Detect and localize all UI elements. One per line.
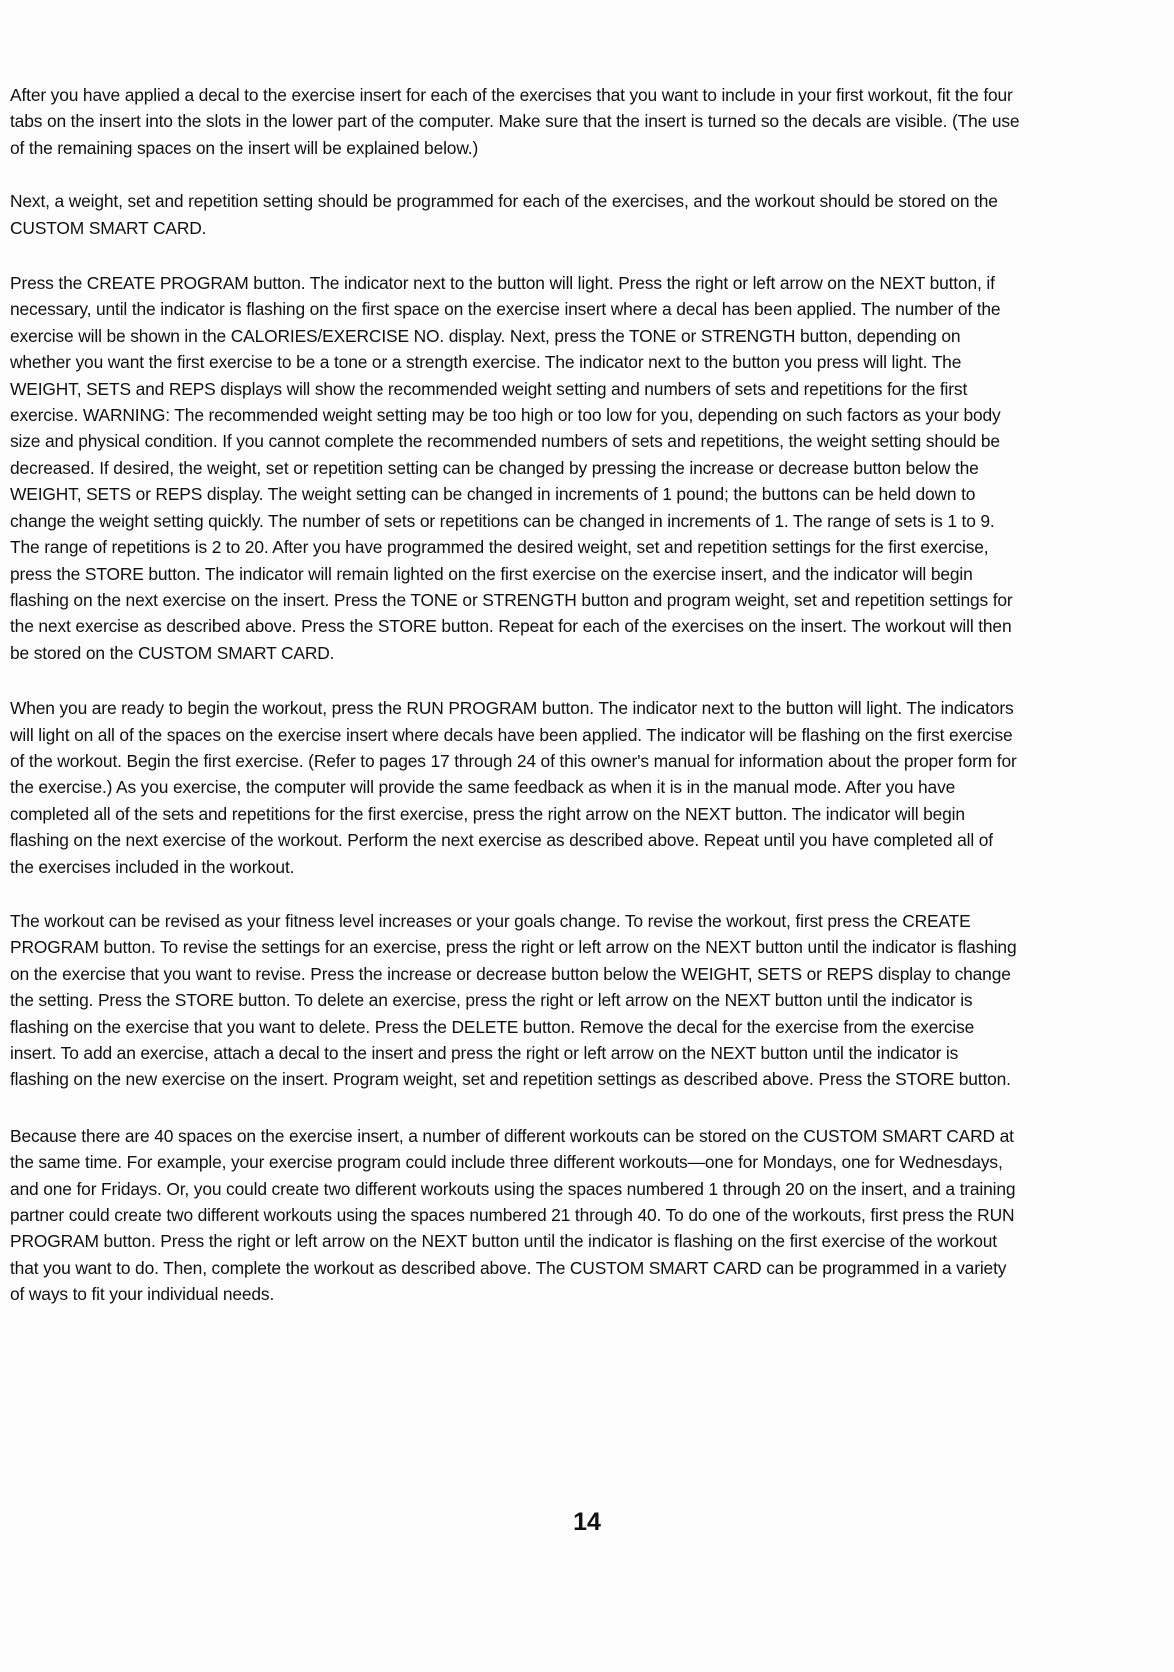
page-number: 14	[573, 1508, 601, 1536]
page-body	[10, 82, 1020, 1335]
paragraph-run-program: When you are ready to begin the workout, press the RUN PROGRAM button. The indicator next to the button will light. The indicators will light on all of the spaces on the exercise insert where decals have been applied. The indicator will be flashing on the first exercise of the workout. Begin the first exercise. (Refer to pages 17 through 24 of this owner's manual for information about the proper form for the exercise.) As you exercise, the computer will provide the same feedback as when it is in the manual mode. After you have completed all of the sets and repetitions for the first exercise, press the right arrow on the NEXT button. The indicator will begin flashing on the next exercise of the workout. Perform the next exercise as described above. Repeat until you have completed all of the exercises included in the workout.	[10, 698, 1017, 877]
paragraph-settings-intro: Next, a weight, set and repetition setting should be programmed for each of the exercises, and the workout should be stored on the CUSTOM SMART CARD.	[10, 191, 998, 238]
paragraph-create-program: Press the CREATE PROGRAM button. The indicator next to the button will light. Press the right or left arrow on the NEXT button, if necessary, until the indicator is flashing on the first space on the exercise insert where a decal has been applied. The number of the exercise will be shown in the CALORIES/EXERCISE NO. display. Next, press the TONE or STRENGTH button, depending on whether you want the first exercise to be a tone or a strength exercise. The indicator next to the button you press will light. The WEIGHT, SETS and REPS displays will show the recommended weight setting and numbers of sets and repetitions for the first exercise. WARNING: The recommended weight setting may be too high or too low for you, depending on such factors as your body size and physical condition. If you cannot complete the recommended numbers of sets and repetitions, the weight setting should be decreased. If desired, the weight, set or repetition setting can be changed by pressing the increase or decrease button below the WEIGHT, SETS or REPS display. The weight setting can be changed in increments of 1 pound; the buttons can be held down to change the weight setting quickly. The number of sets or repetitions can be changed in increments of 1. The range of sets is 1 to 9. The range of repetitions is 2 to 20. After you have programmed the desired weight, set and repetition settings for the first exercise, press the STORE button. The indicator will remain lighted on the first exercise on the exercise insert, and the indicator will begin flashing on the next exercise on the insert. Press the TONE or STRENGTH button and program weight, set and repetition settings for the next exercise as described above. Press the STORE button. Repeat for each of the exercises on the insert. The workout will then be stored on the CUSTOM SMART CARD.	[10, 273, 1013, 663]
paragraph-multiple-workouts: Because there are 40 spaces on the exercise insert, a number of different workouts can be stored on the CUSTOM SMART CARD at the same time. For example, your exercise program could include three different workouts—one for Mondays, one for Wednesdays, and one for Fridays. Or, you could create two different workouts using the spaces numbered 1 through 20 on the insert, and a training partner could create two different workouts using the spaces numbered 21 through 40. To do one of the workouts, first press the RUN PROGRAM button. Press the right or left arrow on the NEXT button until the indicator is flashing on the first exercise of the workout that you want to do. Then, complete the workout as described above. The CUSTOM SMART CARD can be programmed in a variety of ways to fit your individual needs.	[10, 1125, 1016, 1305]
paragraph-revise-workout: The workout can be revised as your fitness level increases or your goals change. To revise the workout, first press the CREATE PROGRAM button. To revise the settings for an exercise, press the right or left arrow on the NEXT button until the indicator is flashing on the exercise that you want to revise. Press the increase or decrease button below the WEIGHT, SETS or REPS display to change the setting. Press the STORE button. To delete an exercise, press the right or left arrow on the NEXT button until the indicator is flashing on the exercise that you want to delete. Press the DELETE button. Remove the decal for the exercise from the exercise insert. To add an exercise, attach a decal to the insert and press the right or left arrow on the NEXT button until the indicator is flashing on the new exercise on the insert. Program weight, set and repetition settings as described above. Press the STORE button.	[10, 910, 1017, 1090]
paragraph-insert-decals: After you have applied a decal to the exercise insert for each of the exercises that you want to include in your first workout, fit the four tabs on the insert into the slots in the lower part of the computer. Make sure that the insert is turned so the decals are visible. (The use of the remaining spaces on the insert will be explained below.)	[10, 85, 1020, 158]
